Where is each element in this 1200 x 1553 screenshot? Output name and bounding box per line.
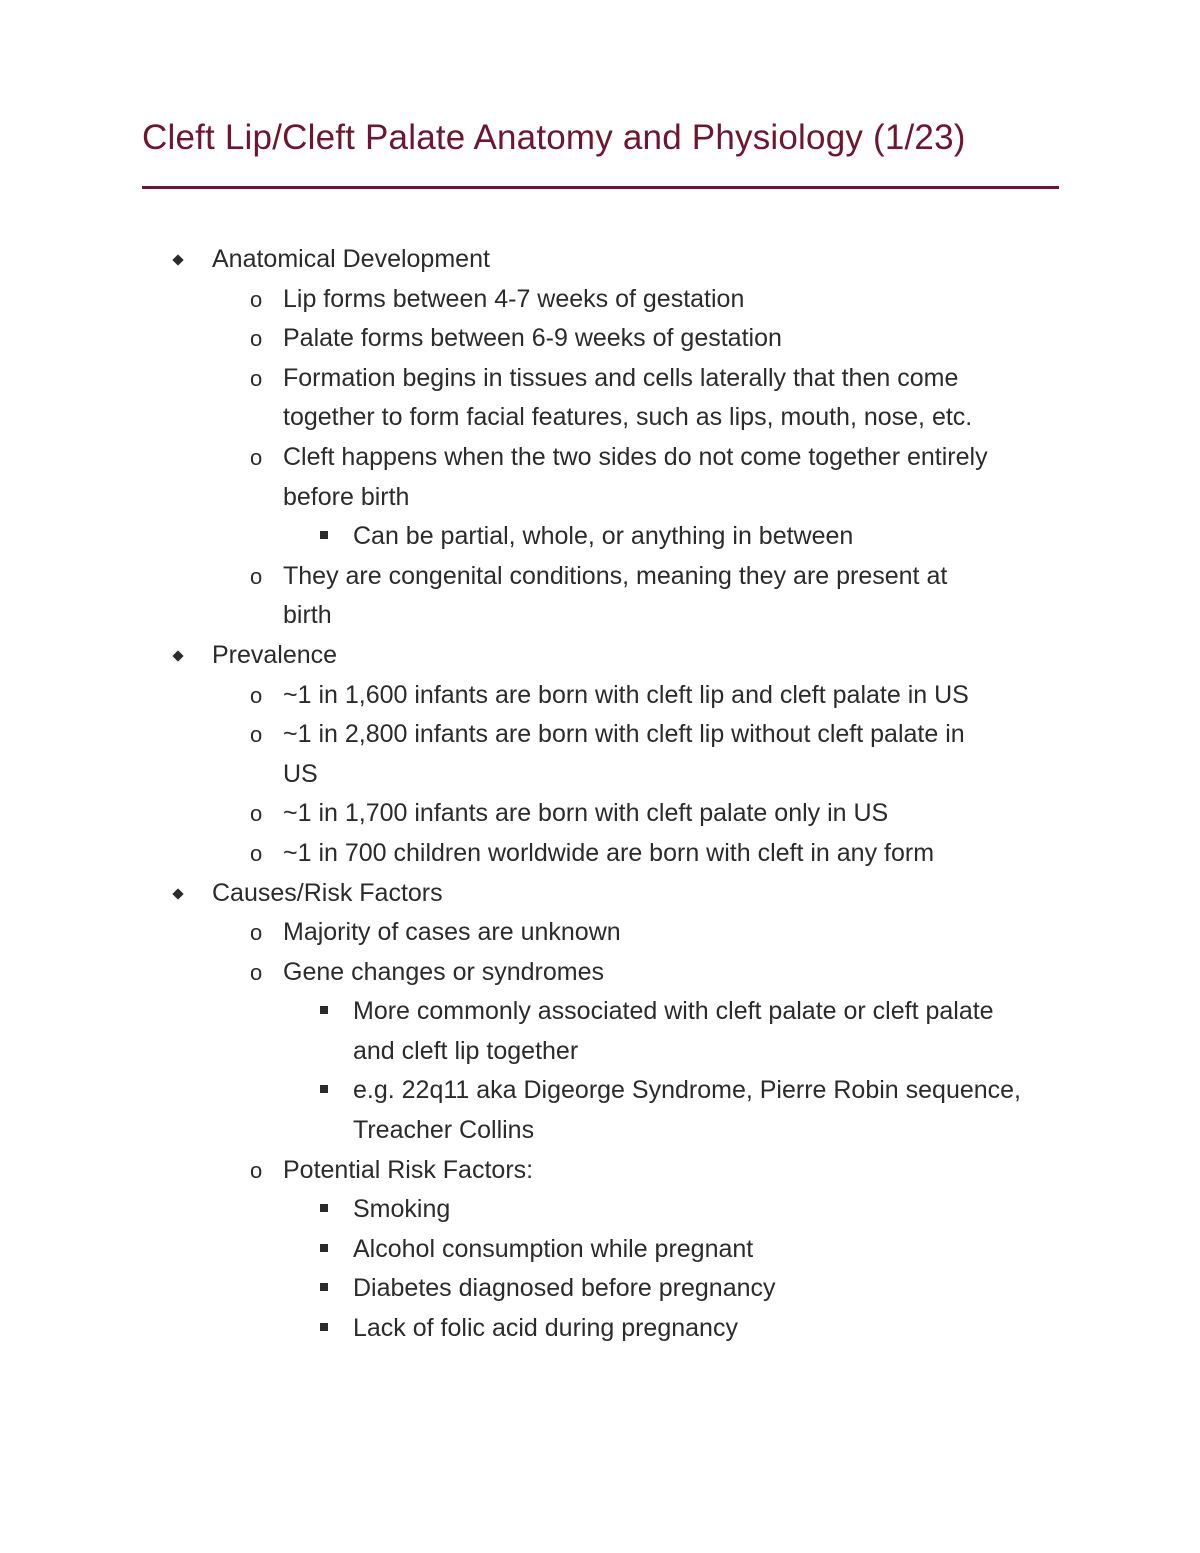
list-item [0, 913, 1200, 953]
circle-bullet-icon: o [250, 563, 263, 589]
list-item [0, 874, 1200, 914]
list-item-text: ~1 in 1,700 infants are born with cleft palate only in US [283, 799, 889, 828]
circle-bullet-icon: o [250, 722, 263, 748]
list-item [0, 1309, 1200, 1349]
list-item-text: ~1 in 2,800 infants are born with cleft lip without cleft palate in [283, 720, 965, 749]
list-item-text: ~1 in 700 children worldwide are born with cleft in any form [283, 838, 935, 867]
circle-bullet-icon: o [250, 682, 263, 708]
list-item [0, 359, 1200, 399]
list-item [0, 1071, 1200, 1111]
list-item [0, 1269, 1200, 1309]
list-item [0, 676, 1200, 716]
list-item-text: Can be partial, whole, or anything in between [353, 522, 854, 551]
list-item-text: birth [283, 601, 332, 630]
circle-bullet-icon: o [250, 840, 263, 866]
bullet-outline [0, 240, 1200, 1349]
list-item-continuation [0, 1032, 1200, 1072]
list-item-text: Formation begins in tissues and cells laterally that then come [283, 363, 959, 392]
circle-bullet-icon: o [250, 801, 263, 827]
list-item [0, 1190, 1200, 1230]
list-item-text: together to form facial features, such as lips, mouth, nose, etc. [283, 403, 973, 432]
list-item-text: More commonly associated with cleft palate or cleft palate [353, 997, 994, 1026]
circle-bullet-icon: o [250, 444, 263, 470]
list-item [0, 240, 1200, 280]
circle-bullet-icon: o [250, 326, 263, 352]
list-item-text: US [283, 759, 318, 788]
circle-bullet-icon: o [250, 286, 263, 312]
list-item [0, 280, 1200, 320]
list-item [0, 834, 1200, 874]
list-item-text: before birth [283, 482, 410, 511]
list-item-text: Majority of cases are unknown [283, 918, 621, 947]
list-item-text: They are congenital conditions, meaning they are present at [283, 561, 948, 590]
list-item [0, 557, 1200, 597]
list-item-text: Lack of folic acid during pregnancy [353, 1314, 738, 1343]
list-item-text: e.g. 22q11 aka Digeorge Syndrome, Pierre Robin sequence, [353, 1076, 1022, 1105]
list-item-text: Causes/Risk Factors [212, 878, 443, 907]
list-item-text: Alcohol consumption while pregnant [353, 1234, 754, 1263]
list-item-text: and cleft lip together [353, 1036, 579, 1065]
list-item-text: Prevalence [212, 640, 338, 669]
list-item [0, 953, 1200, 993]
list-item-text: Treacher Collins [353, 1116, 535, 1145]
list-item [0, 1151, 1200, 1191]
list-item-text: Gene changes or syndromes [283, 957, 605, 986]
list-item-text: Potential Risk Factors: [283, 1155, 534, 1184]
list-item-continuation [0, 1111, 1200, 1151]
list-item-text: ~1 in 1,600 infants are born with cleft lip and cleft palate in US [283, 680, 969, 709]
list-item-text: Lip forms between 4-7 weeks of gestation [283, 284, 745, 313]
page-title: Cleft Lip/Cleft Palate Anatomy and Physiology (1/23) [142, 118, 966, 157]
list-item-continuation [0, 596, 1200, 636]
circle-bullet-icon: o [250, 365, 263, 391]
list-item [0, 992, 1200, 1032]
list-item-text: Anatomical Development [212, 245, 490, 273]
list-item [0, 715, 1200, 755]
circle-bullet-icon: o [250, 959, 263, 985]
list-item [0, 794, 1200, 834]
circle-bullet-icon: o [250, 920, 263, 946]
list-item [0, 438, 1200, 478]
list-item-text: Cleft happens when the two sides do not come together entirely [283, 442, 988, 471]
list-item [0, 517, 1200, 557]
list-item-text: Palate forms between 6-9 weeks of gestation [283, 324, 782, 353]
list-item [0, 319, 1200, 359]
list-item-continuation [0, 398, 1200, 438]
list-item-continuation [0, 478, 1200, 518]
circle-bullet-icon: o [250, 1157, 263, 1183]
list-item [0, 1230, 1200, 1270]
list-item [0, 636, 1200, 676]
list-item-text: Smoking [353, 1195, 451, 1224]
title-divider [142, 186, 1059, 189]
list-item-text: Diabetes diagnosed before pregnancy [353, 1274, 776, 1303]
list-item-continuation [0, 755, 1200, 795]
